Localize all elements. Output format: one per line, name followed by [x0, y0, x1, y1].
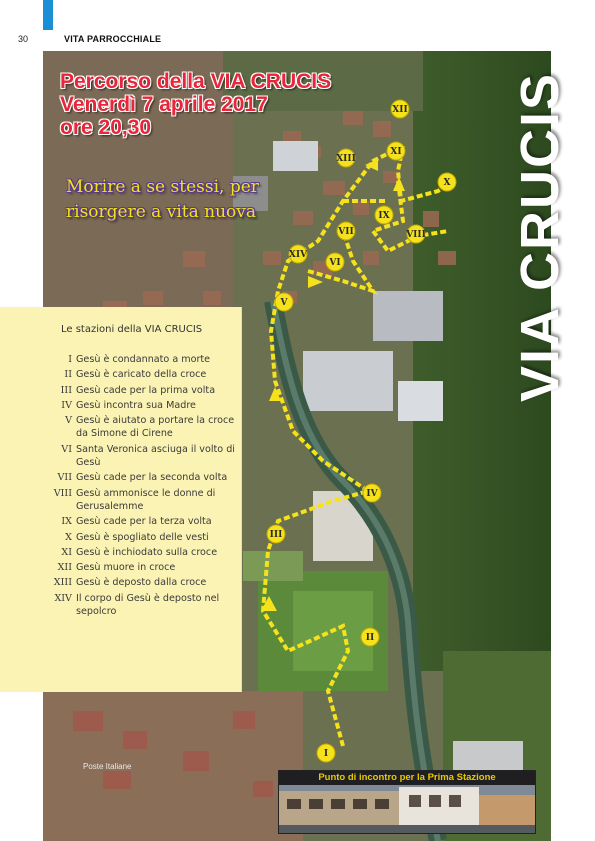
station-marker-xiii [336, 149, 356, 167]
station-marker-ix [375, 206, 393, 224]
list-item: XIII Gesù è deposto dalla croce [53, 577, 207, 589]
station-marker-iii [267, 525, 285, 543]
title-line-1: Percorso della VIA CRUCIS [60, 70, 332, 93]
list-item: VIII Gesù ammonisce le donne di Gerusalemme [53, 487, 216, 512]
section-title: VITA PARROCCHIALE [64, 34, 162, 44]
svg-text:IV: IV [366, 489, 378, 499]
title-line-2: Venerdì 7 aprile 2017 [60, 93, 268, 116]
list-item: VII Gesù cade per la seconda volta [57, 472, 228, 484]
svg-text:X: X [443, 178, 451, 188]
station-marker-xii [391, 100, 409, 118]
svg-text:III: III [269, 530, 283, 540]
list-item: IX Gesù cade per la terza volta [61, 516, 212, 528]
svg-text:VIII: VIII [406, 230, 426, 240]
list-item: XIV Il corpo di Gesù è deposto nel sepolcro [54, 592, 220, 618]
svg-text:XI: XI [390, 147, 402, 157]
station-marker-vii [337, 222, 355, 240]
header-accent-bar [43, 0, 53, 30]
stations-box [0, 307, 242, 692]
map-label-poste: Poste Italiane [83, 762, 132, 771]
list-item: III Gesù cade per la prima volta [60, 384, 216, 396]
list-item: V Gesù è aiutato a portare la croce da Simone di Cirene [65, 415, 235, 440]
motto [66, 175, 259, 225]
stations-list [40, 353, 240, 620]
station-marker-iv [363, 484, 381, 502]
svg-text:XII: XII [392, 105, 408, 115]
vertical-title [510, 52, 570, 422]
svg-text:VI: VI [329, 258, 341, 268]
meeting-point-photo [278, 770, 536, 834]
station-marker-xi [387, 142, 405, 160]
svg-text:IX: IX [378, 211, 390, 221]
list-item: IV Gesù incontra sua Madre [61, 399, 196, 411]
station-marker-ii [361, 628, 379, 646]
list-item: VI Santa Veronica asciuga il volto di Gesù [61, 443, 235, 469]
list-item: XII Gesù muore in croce [57, 562, 176, 574]
svg-text:I: I [323, 749, 329, 759]
meeting-point-caption: Punto di incontro per la Prima Stazione [279, 771, 535, 785]
svg-text:XIII: XIII [336, 154, 356, 164]
station-marker-vi [326, 253, 344, 271]
building-photo [279, 785, 535, 833]
list-item: X Gesù è spogliato delle vesti [65, 531, 209, 543]
vertical-title-text: VIA CRUCIS [510, 71, 570, 403]
list-item: XI Gesù è inchiodato sulla croce [61, 546, 218, 558]
list-item: I Gesù è condannato a morte [68, 354, 211, 365]
page-number: 30 [18, 34, 29, 44]
svg-text:V: V [280, 298, 288, 308]
list-item: II Gesù è caricato della croce [64, 369, 207, 381]
event-title [60, 70, 331, 139]
station-marker-x [438, 173, 456, 191]
station-marker-i [317, 744, 335, 762]
station-marker-v [275, 293, 293, 311]
svg-text:II: II [365, 633, 375, 643]
motto-line-2: risorgere a vita nuova [66, 202, 257, 222]
stations-heading: Le stazioni della VIA CRUCIS [61, 324, 203, 335]
svg-text:VII: VII [338, 227, 354, 237]
title-line-3: ore 20,30 [60, 116, 152, 139]
motto-line-1: Morire a se stessi, per [66, 177, 259, 197]
svg-text:XIV: XIV [288, 250, 308, 260]
